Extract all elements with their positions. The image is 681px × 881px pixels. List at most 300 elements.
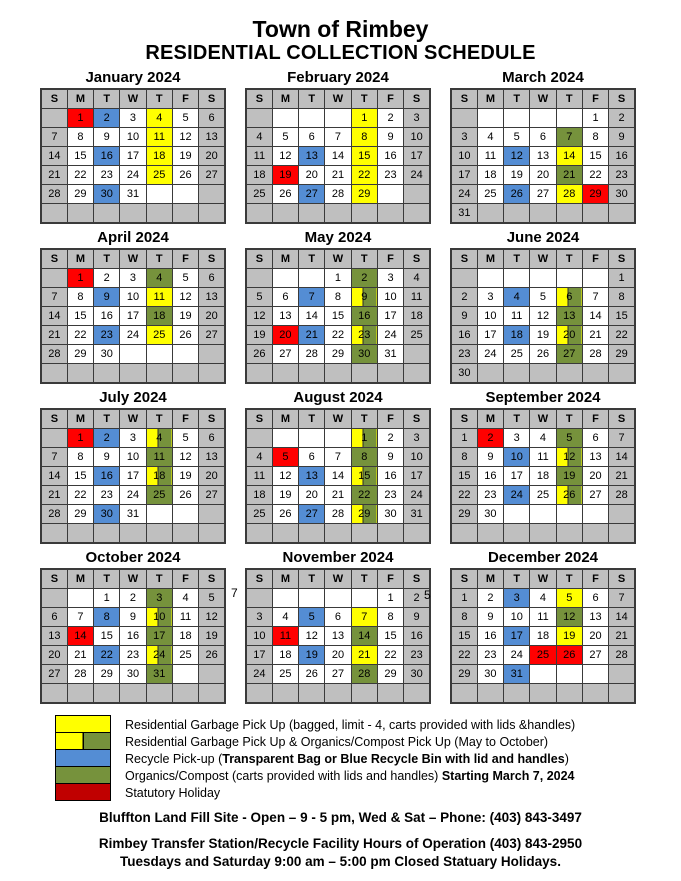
weekday-header: T	[146, 89, 172, 109]
day-cell: 25	[530, 486, 556, 505]
day-cell: 20	[299, 486, 325, 505]
empty-cell	[246, 589, 272, 608]
day-cell: 9	[94, 128, 120, 147]
empty-cell	[94, 524, 120, 544]
day-cell: 25	[246, 185, 272, 204]
weekday-header: F	[582, 409, 608, 429]
day-cell: 19	[172, 467, 198, 486]
empty-cell	[404, 204, 430, 224]
day-cell: 10	[146, 608, 172, 627]
day-cell: 8	[351, 128, 377, 147]
day-cell: 10	[120, 128, 146, 147]
empty-cell	[199, 204, 225, 224]
day-cell: 5	[272, 448, 298, 467]
day-cell: 16	[94, 307, 120, 326]
day-cell: 25	[146, 326, 172, 345]
empty-cell	[299, 589, 325, 608]
day-cell: 8	[67, 448, 93, 467]
empty-cell	[272, 589, 298, 608]
empty-cell	[199, 665, 225, 684]
day-cell: 30	[477, 665, 503, 684]
day-cell: 12	[272, 467, 298, 486]
weekday-header: S	[404, 569, 430, 589]
weekday-header: S	[246, 569, 272, 589]
month-table	[40, 408, 226, 544]
day-cell: 29	[451, 505, 477, 524]
day-cell: 2	[477, 429, 503, 448]
weekday-header: M	[272, 569, 298, 589]
day-cell: 28	[41, 345, 67, 364]
day-cell: 26	[172, 166, 198, 185]
day-cell: 28	[582, 345, 608, 364]
day-cell: 27	[325, 665, 351, 684]
day-cell: 14	[41, 147, 67, 166]
day-cell: 8	[377, 608, 403, 627]
month-august-2024	[245, 389, 431, 544]
empty-cell	[351, 589, 377, 608]
day-cell: 16	[609, 147, 635, 166]
empty-cell	[609, 505, 635, 524]
day-cell: 23	[477, 486, 503, 505]
day-cell: 25	[146, 166, 172, 185]
weekday-header: S	[404, 89, 430, 109]
empty-cell	[477, 109, 503, 128]
weekday-header: W	[120, 89, 146, 109]
month-title: August 2024	[293, 389, 383, 407]
day-cell: 1	[451, 589, 477, 608]
empty-cell	[477, 364, 503, 384]
weekday-header: F	[172, 89, 198, 109]
day-cell: 17	[120, 467, 146, 486]
empty-cell	[451, 684, 477, 704]
day-cell: 2	[120, 589, 146, 608]
day-cell: 15	[67, 147, 93, 166]
weekday-header: T	[556, 409, 582, 429]
day-cell: 6	[582, 429, 608, 448]
empty-cell	[609, 524, 635, 544]
empty-cell	[172, 684, 198, 704]
day-cell: 5	[172, 429, 198, 448]
empty-cell	[172, 524, 198, 544]
day-cell: 2	[377, 109, 403, 128]
day-cell: 8	[451, 608, 477, 627]
day-cell: 9	[351, 288, 377, 307]
day-cell: 14	[609, 608, 635, 627]
empty-cell	[609, 684, 635, 704]
day-cell: 3	[146, 589, 172, 608]
day-cell: 24	[120, 326, 146, 345]
day-cell: 5	[530, 288, 556, 307]
day-cell: 19	[299, 646, 325, 665]
empty-cell	[67, 684, 93, 704]
empty-cell	[246, 429, 272, 448]
empty-cell	[504, 505, 530, 524]
day-cell: 9	[404, 608, 430, 627]
day-cell: 27	[41, 665, 67, 684]
day-cell: 21	[41, 326, 67, 345]
empty-cell	[477, 684, 503, 704]
day-cell: 6	[41, 608, 67, 627]
weekday-header: S	[199, 249, 225, 269]
day-cell: 4	[504, 288, 530, 307]
empty-cell	[377, 364, 403, 384]
day-cell: 20	[41, 646, 67, 665]
weekday-header: T	[504, 89, 530, 109]
empty-cell	[582, 684, 608, 704]
day-cell: 22	[67, 166, 93, 185]
day-cell: 13	[199, 448, 225, 467]
day-cell: 4	[530, 429, 556, 448]
day-cell: 24	[504, 646, 530, 665]
day-cell: 1	[351, 429, 377, 448]
day-cell: 21	[609, 467, 635, 486]
empty-cell	[504, 109, 530, 128]
day-cell: 25	[504, 345, 530, 364]
day-cell: 28	[325, 505, 351, 524]
day-cell: 15	[609, 307, 635, 326]
empty-cell	[120, 364, 146, 384]
empty-cell	[172, 185, 198, 204]
day-cell: 21	[67, 646, 93, 665]
day-cell: 6	[272, 288, 298, 307]
day-cell: 29	[451, 665, 477, 684]
weekday-header: T	[299, 89, 325, 109]
weekday-header: T	[351, 569, 377, 589]
day-cell: 18	[146, 467, 172, 486]
empty-cell	[404, 684, 430, 704]
day-cell: 1	[451, 429, 477, 448]
day-cell: 3	[477, 288, 503, 307]
day-cell: 7	[351, 608, 377, 627]
day-cell: 31	[120, 185, 146, 204]
day-cell: 7	[325, 448, 351, 467]
empty-cell	[530, 269, 556, 288]
empty-cell	[377, 185, 403, 204]
day-cell: 7	[41, 288, 67, 307]
day-cell: 3	[451, 128, 477, 147]
day-cell: 25	[404, 326, 430, 345]
day-cell: 29	[67, 505, 93, 524]
day-cell: 6	[199, 429, 225, 448]
day-cell: 7	[609, 589, 635, 608]
empty-cell	[272, 429, 298, 448]
day-cell: 20	[325, 646, 351, 665]
day-cell: 7	[556, 128, 582, 147]
day-cell: 30	[609, 185, 635, 204]
month-title: November 2024	[282, 549, 394, 567]
day-cell: 24	[404, 166, 430, 185]
legend	[55, 716, 681, 801]
day-cell: 6	[530, 128, 556, 147]
weekday-header: M	[272, 409, 298, 429]
day-cell: 9	[377, 128, 403, 147]
weekday-header: T	[146, 569, 172, 589]
day-cell: 24	[377, 326, 403, 345]
empty-cell	[272, 684, 298, 704]
empty-cell	[451, 524, 477, 544]
day-cell: 7	[67, 608, 93, 627]
day-cell: 16	[404, 627, 430, 646]
day-cell: 29	[67, 185, 93, 204]
day-cell: 11	[146, 128, 172, 147]
day-cell: 17	[404, 147, 430, 166]
empty-cell	[41, 429, 67, 448]
empty-cell	[246, 204, 272, 224]
weekday-header: W	[530, 569, 556, 589]
day-cell: 23	[404, 646, 430, 665]
empty-cell	[582, 204, 608, 224]
day-cell: 23	[477, 646, 503, 665]
dr-swatch	[55, 783, 111, 801]
day-cell: 18	[504, 326, 530, 345]
day-cell: 5	[556, 589, 582, 608]
day-cell: 13	[582, 608, 608, 627]
weekday-header: W	[530, 89, 556, 109]
month-title: October 2024	[85, 549, 181, 567]
weekday-header: T	[146, 409, 172, 429]
day-cell: 4	[477, 128, 503, 147]
weekday-header: S	[451, 89, 477, 109]
day-cell: 4	[146, 269, 172, 288]
day-cell: 8	[582, 128, 608, 147]
day-cell: 13	[41, 627, 67, 646]
day-cell: 11	[146, 448, 172, 467]
empty-cell	[325, 364, 351, 384]
day-cell: 2	[94, 429, 120, 448]
month-title: April 2024	[97, 229, 169, 247]
day-cell: 27	[299, 185, 325, 204]
day-cell: 13	[299, 147, 325, 166]
legend-label: Organics/Compost (carts provided with lids and handles) Starting March 7, 2024	[125, 768, 575, 783]
month-february-2024	[245, 69, 431, 224]
day-cell: 31	[377, 345, 403, 364]
day-cell: 3	[377, 269, 403, 288]
legend-label: Residential Garbage Pick Up & Organics/Compost Pick Up (May to October)	[125, 734, 549, 749]
legend-item	[55, 716, 681, 733]
day-cell: 28	[41, 505, 67, 524]
day-cell: 5	[504, 128, 530, 147]
day-cell: 4	[146, 429, 172, 448]
day-cell: 4	[272, 608, 298, 627]
day-cell: 10	[477, 307, 503, 326]
day-cell: 25	[477, 185, 503, 204]
weekday-header: S	[199, 569, 225, 589]
empty-cell	[377, 684, 403, 704]
day-cell: 3	[246, 608, 272, 627]
empty-cell	[530, 364, 556, 384]
empty-cell	[67, 204, 93, 224]
day-cell: 26	[172, 486, 198, 505]
day-cell: 17	[146, 627, 172, 646]
day-cell: 13	[199, 288, 225, 307]
day-cell: 19	[556, 627, 582, 646]
day-cell: 28	[609, 486, 635, 505]
day-cell: 30	[404, 665, 430, 684]
legend-item	[55, 767, 681, 784]
weekday-header: S	[609, 409, 635, 429]
weekday-header: S	[246, 249, 272, 269]
day-cell: 10	[504, 608, 530, 627]
weekday-header: W	[120, 569, 146, 589]
legend-item	[55, 784, 681, 801]
day-cell: 15	[582, 147, 608, 166]
day-cell: 30	[120, 665, 146, 684]
empty-cell	[504, 204, 530, 224]
day-cell: 18	[530, 467, 556, 486]
empty-cell	[504, 524, 530, 544]
day-cell: 18	[146, 147, 172, 166]
empty-cell	[41, 109, 67, 128]
month-title: September 2024	[485, 389, 601, 407]
empty-cell	[325, 684, 351, 704]
day-cell: 26	[556, 646, 582, 665]
weekday-header: F	[172, 569, 198, 589]
empty-cell	[530, 665, 556, 684]
day-cell: 19	[246, 326, 272, 345]
day-cell: 21	[299, 326, 325, 345]
empty-cell	[530, 505, 556, 524]
empty-cell	[67, 589, 93, 608]
day-cell: 20	[199, 307, 225, 326]
day-cell: 10	[404, 448, 430, 467]
empty-cell	[41, 589, 67, 608]
day-cell: 22	[451, 486, 477, 505]
month-october-2024	[40, 549, 226, 704]
empty-cell	[556, 665, 582, 684]
day-cell: 14	[41, 467, 67, 486]
empty-cell	[351, 364, 377, 384]
day-cell: 5	[556, 429, 582, 448]
weekday-header: M	[272, 89, 298, 109]
month-title: June 2024	[506, 229, 580, 247]
empty-cell	[41, 684, 67, 704]
day-cell: 3	[120, 429, 146, 448]
empty-cell	[246, 364, 272, 384]
month-table	[245, 248, 431, 384]
day-cell: 4	[530, 589, 556, 608]
month-table	[245, 408, 431, 544]
empty-cell	[172, 505, 198, 524]
empty-cell	[582, 665, 608, 684]
weekday-header: W	[530, 249, 556, 269]
day-cell: 5	[272, 128, 298, 147]
day-cell: 12	[199, 608, 225, 627]
day-cell: 23	[377, 486, 403, 505]
month-title: February 2024	[287, 69, 389, 87]
weekday-header: S	[41, 569, 67, 589]
day-cell: 10	[246, 627, 272, 646]
weekday-header: M	[67, 569, 93, 589]
empty-cell	[120, 684, 146, 704]
empty-cell	[199, 345, 225, 364]
day-cell: 16	[477, 467, 503, 486]
weekday-header: M	[477, 89, 503, 109]
empty-cell	[556, 364, 582, 384]
month-title: March 2024	[502, 69, 584, 87]
empty-cell	[477, 524, 503, 544]
day-cell: 25	[246, 505, 272, 524]
empty-cell	[556, 269, 582, 288]
empty-cell	[146, 185, 172, 204]
day-cell: 21	[325, 486, 351, 505]
day-cell: 23	[94, 166, 120, 185]
day-cell: 6	[199, 269, 225, 288]
day-cell: 17	[451, 166, 477, 185]
day-cell: 28	[556, 185, 582, 204]
empty-cell	[299, 109, 325, 128]
day-cell: 15	[451, 627, 477, 646]
day-cell: 9	[609, 128, 635, 147]
empty-cell	[530, 109, 556, 128]
day-cell: 3	[504, 589, 530, 608]
day-cell: 16	[377, 147, 403, 166]
day-cell: 22	[325, 326, 351, 345]
month-table	[245, 568, 431, 704]
weekday-header: M	[67, 89, 93, 109]
day-cell: 2	[477, 589, 503, 608]
day-cell: 7	[41, 128, 67, 147]
day-cell: 1	[94, 589, 120, 608]
day-cell: 9	[94, 448, 120, 467]
day-cell: 20	[530, 166, 556, 185]
day-cell: 3	[120, 269, 146, 288]
empty-cell	[146, 364, 172, 384]
empty-cell	[451, 269, 477, 288]
day-cell: 28	[299, 345, 325, 364]
day-cell: 19	[530, 326, 556, 345]
day-cell: 24	[504, 486, 530, 505]
ye-swatch	[55, 715, 111, 733]
stray-text-7: 7	[231, 586, 238, 600]
empty-cell	[325, 524, 351, 544]
empty-cell	[120, 204, 146, 224]
day-cell: 26	[530, 345, 556, 364]
weekday-header: T	[351, 409, 377, 429]
day-cell: 3	[404, 109, 430, 128]
day-cell: 6	[299, 128, 325, 147]
day-cell: 11	[172, 608, 198, 627]
day-cell: 18	[477, 166, 503, 185]
day-cell: 12	[504, 147, 530, 166]
empty-cell	[41, 364, 67, 384]
day-cell: 24	[120, 486, 146, 505]
empty-cell	[325, 204, 351, 224]
weekday-header: F	[377, 409, 403, 429]
day-cell: 24	[246, 665, 272, 684]
month-title: July 2024	[99, 389, 167, 407]
day-cell: 11	[272, 627, 298, 646]
day-cell: 12	[172, 128, 198, 147]
day-cell: 19	[504, 166, 530, 185]
day-cell: 17	[504, 627, 530, 646]
weekday-header: M	[477, 569, 503, 589]
day-cell: 17	[404, 467, 430, 486]
empty-cell	[120, 524, 146, 544]
month-july-2024	[40, 389, 226, 544]
day-cell: 4	[246, 128, 272, 147]
day-cell: 20	[299, 166, 325, 185]
day-cell: 24	[477, 345, 503, 364]
weekday-header: T	[299, 569, 325, 589]
day-cell: 30	[94, 505, 120, 524]
calendar-grid	[40, 69, 681, 704]
day-cell: 13	[530, 147, 556, 166]
day-cell: 28	[351, 665, 377, 684]
day-cell: 6	[325, 608, 351, 627]
day-cell: 27	[299, 505, 325, 524]
empty-cell	[556, 684, 582, 704]
day-cell: 20	[582, 467, 608, 486]
